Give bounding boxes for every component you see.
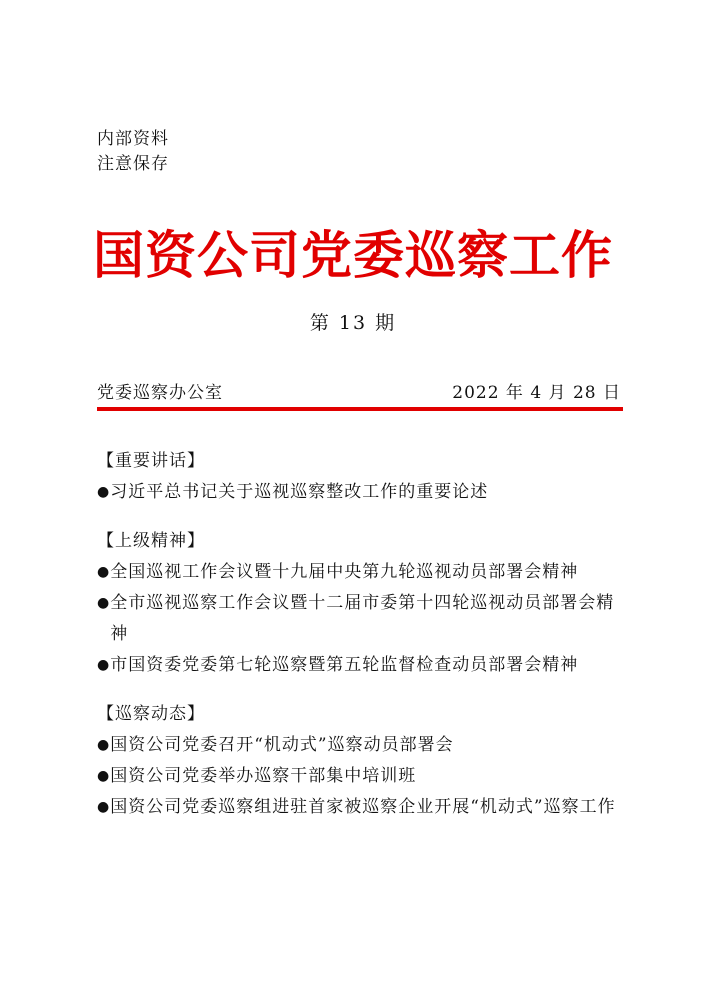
list-item[interactable] [97, 761, 623, 792]
list-item-text: 全国巡视工作会议暨十九届中央第九轮巡视动员部署会精神 [110, 562, 579, 582]
red-divider-rule [97, 407, 623, 411]
list-item[interactable] [97, 477, 623, 508]
list-item-text: 国资公司党委召开“机动式”巡察动员部署会 [110, 735, 454, 755]
list-item[interactable] [97, 557, 623, 588]
issuer-name: 党委巡察办公室 [97, 383, 223, 403]
list-item[interactable] [97, 650, 623, 681]
list-item-text: 全市巡视巡察工作会议暨十二届市委第十四轮巡视动员部署会精神 [110, 593, 615, 644]
section-superior-guidance [97, 527, 623, 681]
bullet-icon: ● [97, 768, 111, 784]
list-item-text: 市国资委党委第七轮巡察暨第五轮监督检查动员部署会精神 [110, 655, 579, 675]
section-important-speeches [97, 447, 623, 508]
classification-line-1: 内部资料 [97, 129, 169, 149]
issue-number: 第 13 期 [309, 312, 397, 334]
section-title: 【巡察动态】 [97, 704, 205, 724]
list-item-text: 国资公司党委巡察组进驻首家被巡察企业开展“机动式”巡察工作 [110, 797, 616, 817]
list-item[interactable] [97, 588, 623, 650]
list-item-text: 国资公司党委举办巡察干部集中培训班 [110, 766, 417, 786]
bullet-icon: ● [97, 484, 111, 500]
classification-notice [97, 127, 169, 177]
issue-date: 2022 年 4 月 28 日 [452, 383, 621, 403]
list-item[interactable] [97, 792, 623, 823]
section-inspection-news [97, 700, 623, 823]
list-item-text: 习近平总书记关于巡视巡察整改工作的重要论述 [110, 482, 489, 502]
issuer-date-line [97, 378, 621, 403]
section-title: 【上级精神】 [97, 531, 205, 551]
section-title: 【重要讲话】 [97, 451, 205, 471]
bullet-icon: ● [97, 657, 111, 673]
masthead-title: 国资公司党委巡察工作 [92, 227, 613, 286]
bullet-icon: ● [97, 737, 111, 753]
bullet-icon: ● [97, 564, 111, 580]
bullet-icon: ● [97, 799, 111, 815]
list-item[interactable] [97, 730, 623, 761]
bullet-icon: ● [97, 595, 111, 611]
table-of-contents [97, 447, 623, 842]
classification-line-2: 注意保存 [97, 154, 169, 174]
